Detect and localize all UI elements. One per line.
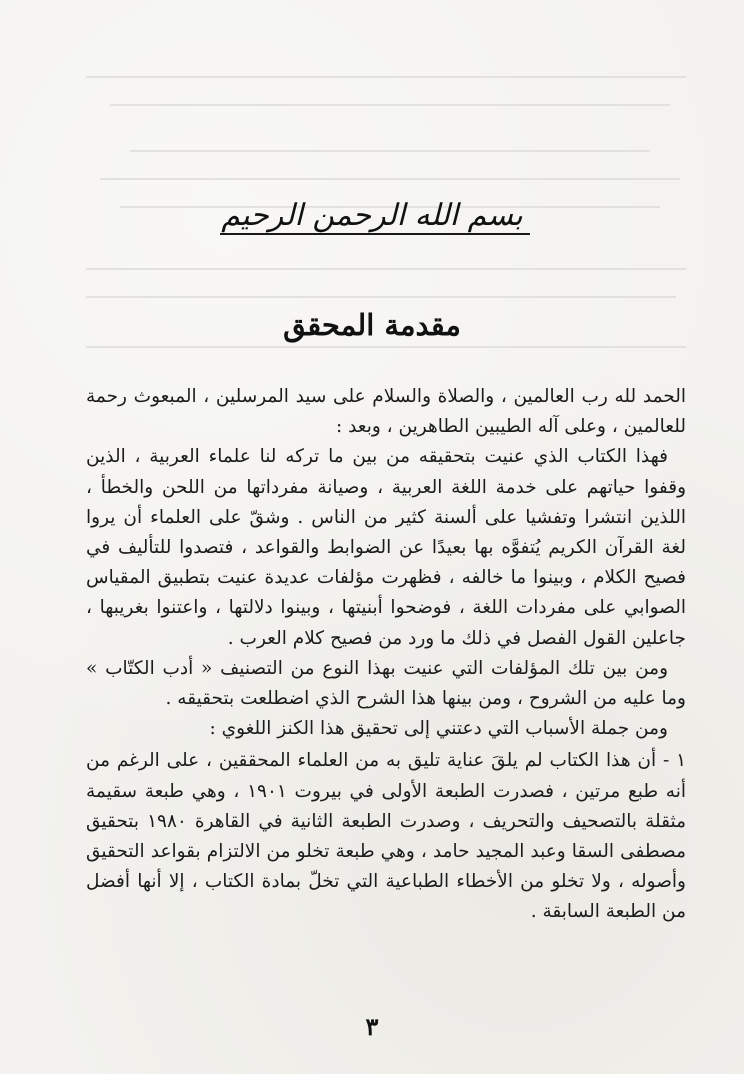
bleed-through-line — [86, 76, 686, 78]
bleed-through-line — [100, 178, 680, 180]
paragraph-book-intro: فهذا الكتاب الذي عنيت بتحقيقه من بين ما تركه لنا علماء العربية ، الذين وقفوا حياتهم على خدمة اللغة العربية ، وصيانة مفرداتها من اللحن والخطأ ، اللذين انتشرا وتفشيا على ألسنة كثير من الناس . وشقّ على العلماء أن يروا لغة القرآن الكريم يُتفوَّه بها بعيدًا عن الضوابط والقواعد ، فتصدوا للتأليف في فصيح الكلام ، وبينوا ما خالفه ، فظهرت مؤلفات عديدة عنيت بتطبيق المقياس الصوابي على مفردات اللغة ، فوضحوا أبنيتها ، وبينوا دلالتها ، واعتنوا بغريبها ، جاعلين القول الفصل في ذلك ما ورد من فصيح كلام العرب . — [86, 446, 686, 649]
bleed-through-line — [86, 296, 676, 298]
page-number: ٣ — [365, 1012, 379, 1041]
bleed-through-line — [130, 150, 650, 152]
bleed-through-line — [86, 346, 686, 348]
paragraph-adab-alkuttab: ومن بين تلك المؤلفات التي عنيت بهذا النوع من التصنيف « أدب الكتّاب » وما عليه من الشروح ، ومن بينها هذا الشرح الذي اضطلعت بتحقيقه . — [86, 657, 686, 710]
bleed-through-line — [110, 104, 670, 106]
paragraph-reasons-intro: ومن جملة الأسباب التي دعتني إلى تحقيق هذا الكنز اللغوي : — [209, 718, 668, 740]
basmala-underline — [220, 233, 530, 235]
bleed-through-line — [86, 268, 686, 270]
page-title: مقدمة المحقق — [283, 308, 461, 342]
basmala-heading: بسم الله الرحمن الرحيم — [221, 198, 523, 233]
paragraph-opening: الحمد لله رب العالمين ، والصلاة والسلام على سيد المرسلين ، المبعوث رحمة للعالمين ، وعلى آله الطيبين الطاهرين ، وبعد : — [86, 386, 686, 438]
paragraph-reason-one: ١ - أن هذا الكتاب لم يلقَ عناية تليق به من العلماء المحققين ، على الرغم من أنه طبع مرتين ، فصدرت الطبعة الأولى في بيروت ١٩٠١ ، وهي طبعة سقيمة مثقلة بالتصحيف والتحريف ، وصدرت الطبعة الثانية في القاهرة ١٩٨٠ بتحقيق مصطفى السقا وعبد المجيد حامد ، وهي طبعة تخلو من الالتزام بقواعد التحقيق وأصوله ، ولا تخلو من الأخطاء الطباعية التي تخلّ بمادة الكتاب ، إلا أنها أفضل من الطبعة السابقة . — [86, 750, 687, 923]
body-text — [86, 382, 686, 928]
